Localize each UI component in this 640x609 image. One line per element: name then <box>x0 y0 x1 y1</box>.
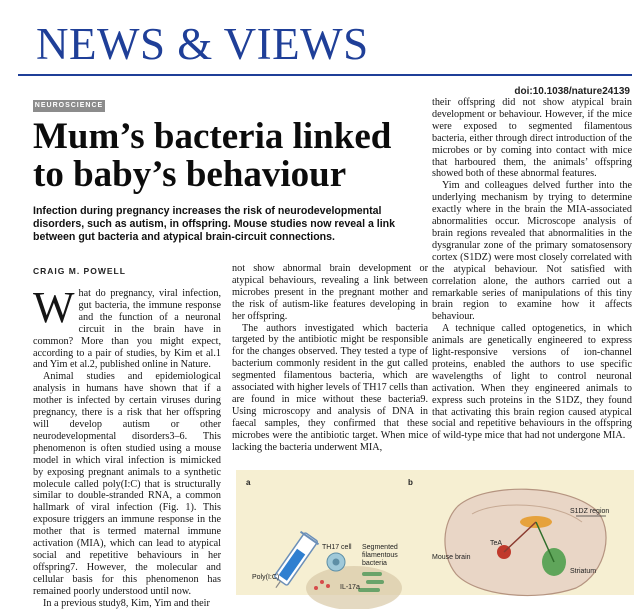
headline-line-2: to baby’s behaviour <box>33 154 347 195</box>
paragraph: A technique called optogenetics, in which animals are genetically engineered to express light-responsive versions of ion-channel proteins, enabled the authors to use specific wavelengths of light to control neuronal activation. When they engineered animals to express such proteins in the S1DZ, they found that activating this brain region caused atypical social and repetitive behaviours in the offspring of wild-type mice that had not undergone MIA. <box>432 323 632 442</box>
paragraph: In a previous study8, Kim, Yim and their <box>43 597 210 609</box>
drop-cap: W <box>33 283 75 332</box>
paragraph: The authors investigated which bacteria targeted by the antibiotic might be responsible for the changes observed. They tested a type of bacterium commonly resident in the gut called segmented filamentous bacteria, which are associated with higher levels of TH17 cells than are found in mice without these bacteria9. Using microscopy and analysis of DNA in faecal samples, they confirmed that these microbes were the antibiotic target. When mice lacking the bacteria underwent MIA, <box>232 322 428 453</box>
standfirst: Infection during pregnancy increases the risk of neurodevelopmental disorders, such as autism, in offspring. Mouse studies now reveal a link between gut bacteria and atypical brain-circuit connections. <box>33 205 396 243</box>
paragraph-text: hat do pregnancy, viral infection, gut bacteria, the immune response and the function of a neuronal circuit in the brain have in common? More than you might expect, according to a pair of studies, by Kim et al.1 and Yim et al.2, published online in Nature. <box>33 288 221 371</box>
column-1 <box>33 283 221 609</box>
tea-label: TeA <box>490 540 503 547</box>
figure-illustration <box>236 470 634 595</box>
masthead-rule <box>18 74 632 76</box>
figure-1 <box>236 470 634 595</box>
striatum-label: Striatum <box>570 568 597 575</box>
headline <box>33 118 433 194</box>
headline-line-1: Mum’s bacteria linked <box>33 116 392 157</box>
sfb-label: Segmented filamentous bacteria <box>362 544 398 567</box>
panel-b-label: b <box>408 478 413 487</box>
panel-a-label: a <box>246 478 251 487</box>
byline: CRAIG M. POWELL <box>33 266 126 276</box>
paragraph: their offspring did not show atypical brain development or behaviour. However, if the mice were exposed to segmented filamentous bacteria, either through direct introduction of the microbes or by coming into contact with mice that harboured them, the animals’ offspring showed both of these abnormal features. <box>432 97 632 180</box>
paragraph <box>33 283 221 371</box>
column-3 <box>432 97 632 462</box>
il17a-label: IL-17a <box>340 584 360 591</box>
masthead: NEWS & VIEWS <box>36 19 369 69</box>
th17-label: TH17 cell <box>322 544 352 551</box>
section-tag: NEUROSCIENCE <box>33 100 105 112</box>
paragraph: Yim and colleagues delved further into the underlying mechanism by trying to determine exactly where in the brain the MIA-associated abnormalities occur. Microscope analysis of brain regions revealed that abnormalities in the dysgranular zone of the primary somatosensory cortex (S1DZ) were most closely correlated with the atypical behaviour. Not satisfied with correlation alone, the authors carried out a remarkable series of manipulations of this tiny brain region to examine how it affects behaviour. <box>432 180 632 323</box>
th17-cell-icon <box>327 553 345 571</box>
mouse-brain-label: Mouse brain <box>432 554 471 561</box>
polyic-label: Poly(I:C) <box>252 574 280 581</box>
s1dz-label: S1DZ region <box>570 508 610 515</box>
paragraph: not show abnormal brain development or atypical behaviours, revealing a link between microbes present in the pregnant mother and the risk of autism-like features developing in her offspring. <box>232 263 428 322</box>
doi: doi:10.1038/nature24139 <box>514 86 630 97</box>
mouse-brain-icon <box>445 489 606 595</box>
paragraph: Animal studies and epidemiological analysis in humans have shown that if a mother is infected by certain viruses during pregnancy, there is a risk that her offspring will develop autism or other neurodevelopmental disorders3–6. This phenomenon is often studied using a mouse model in which viral infection is mimicked by exposing pregnant animals to a synthetic molecule called poly(I:C) that is structurally similar to double-stranded RNA, a common hallmark of viral infection (Fig. 1). This exposure triggers an immune response in the mother that is termed maternal immune activation (MIA), which can lead to atypical social and repetitive behaviours in her offspring7. However, the molecular and cellular basis for this phenomenon has remained poorly understood until now. <box>33 371 221 597</box>
column-2 <box>232 263 428 458</box>
